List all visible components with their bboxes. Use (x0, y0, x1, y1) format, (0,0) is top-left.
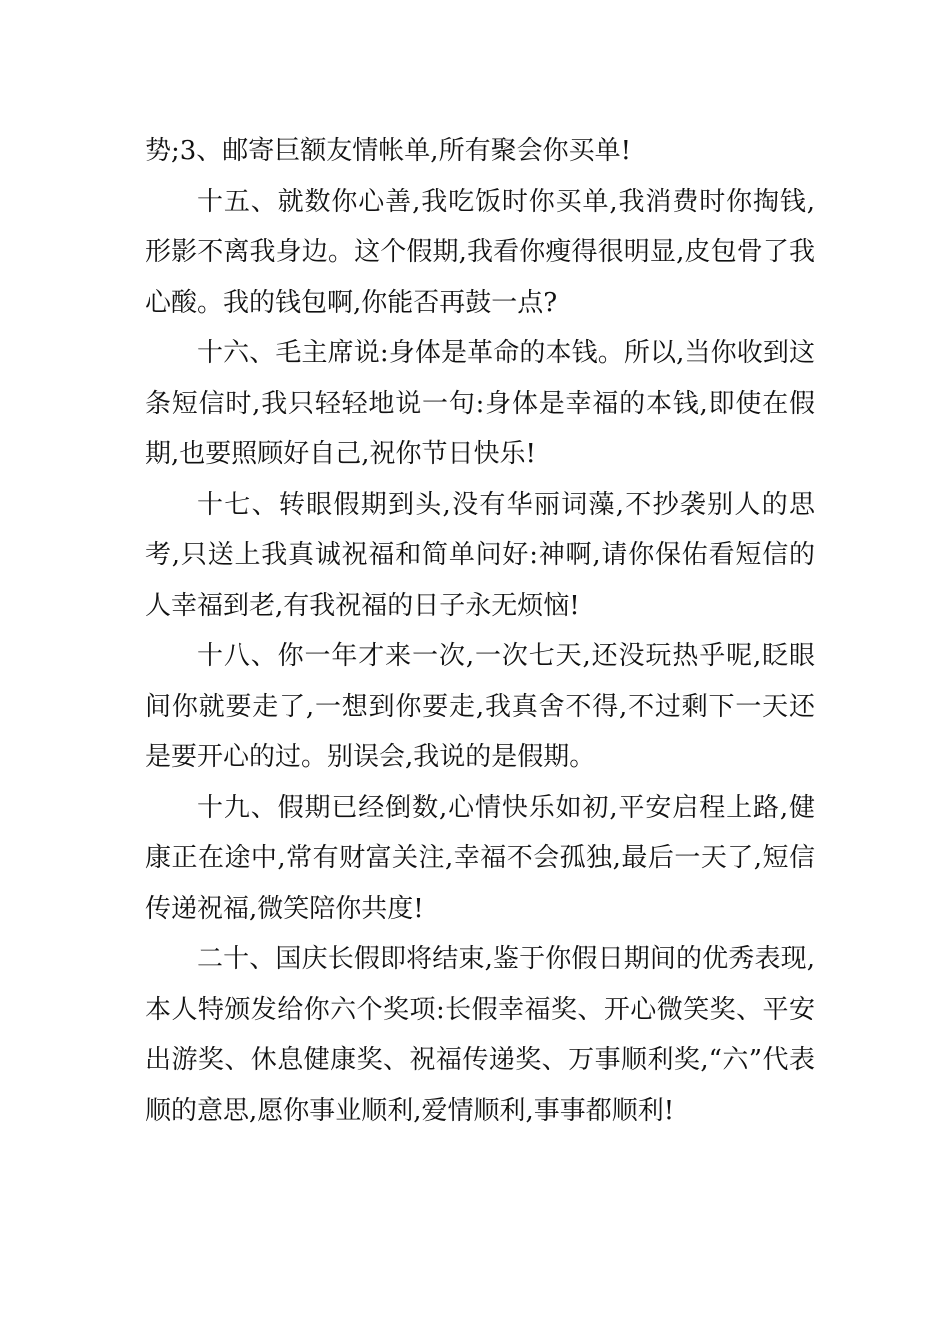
paragraph-19: 十九、假期已经倒数,心情快乐如初,平安启程上路,健康正在途中,常有财富关注,幸福不会孤独,最后一天了,短信传递祝福,微笑陪你共度! (145, 792, 815, 924)
document-body (145, 126, 815, 1136)
paragraph-continuation: 势;3、邮寄巨额友情帐单,所有聚会你买单! (145, 136, 632, 166)
paragraph-16: 十六、毛主席说:身体是革命的本钱。所以,当你收到这条短信时,我只轻轻地说一句:身体是幸福的本钱,即使在假期,也要照顾好自己,祝你节日快乐! (145, 338, 815, 469)
paragraph-18: 十八、你一年才来一次,一次七天,还没玩热乎呢,眨眼间你就要走了,一想到你要走,我真舍不得,不过剩下一天还是要开心的过。别误会,我说的是假期。 (145, 641, 815, 772)
paragraph-20: 二十、国庆长假即将结束,鉴于你假日期间的优秀表现,本人特颁发给你六个奖项:长假幸福奖、开心微笑奖、平安出游奖、休息健康奖、祝福传递奖、万事顺利奖,“六”代表顺的意思,愿你事业顺利,爱情顺利,事事都顺利! (145, 944, 815, 1126)
paragraph-17: 十七、转眼假期到头,没有华丽词藻,不抄袭别人的思考,只送上我真诚祝福和简单问好:神啊,请你保佑看短信的人幸福到老,有我祝福的日子永无烦恼! (145, 489, 815, 621)
paragraph-15: 十五、就数你心善,我吃饭时你买单,我消费时你掏钱,形影不离我身边。这个假期,我看你瘦得很明显,皮包骨了我心酸。我的钱包啊,你能否再鼓一点? (145, 186, 815, 318)
